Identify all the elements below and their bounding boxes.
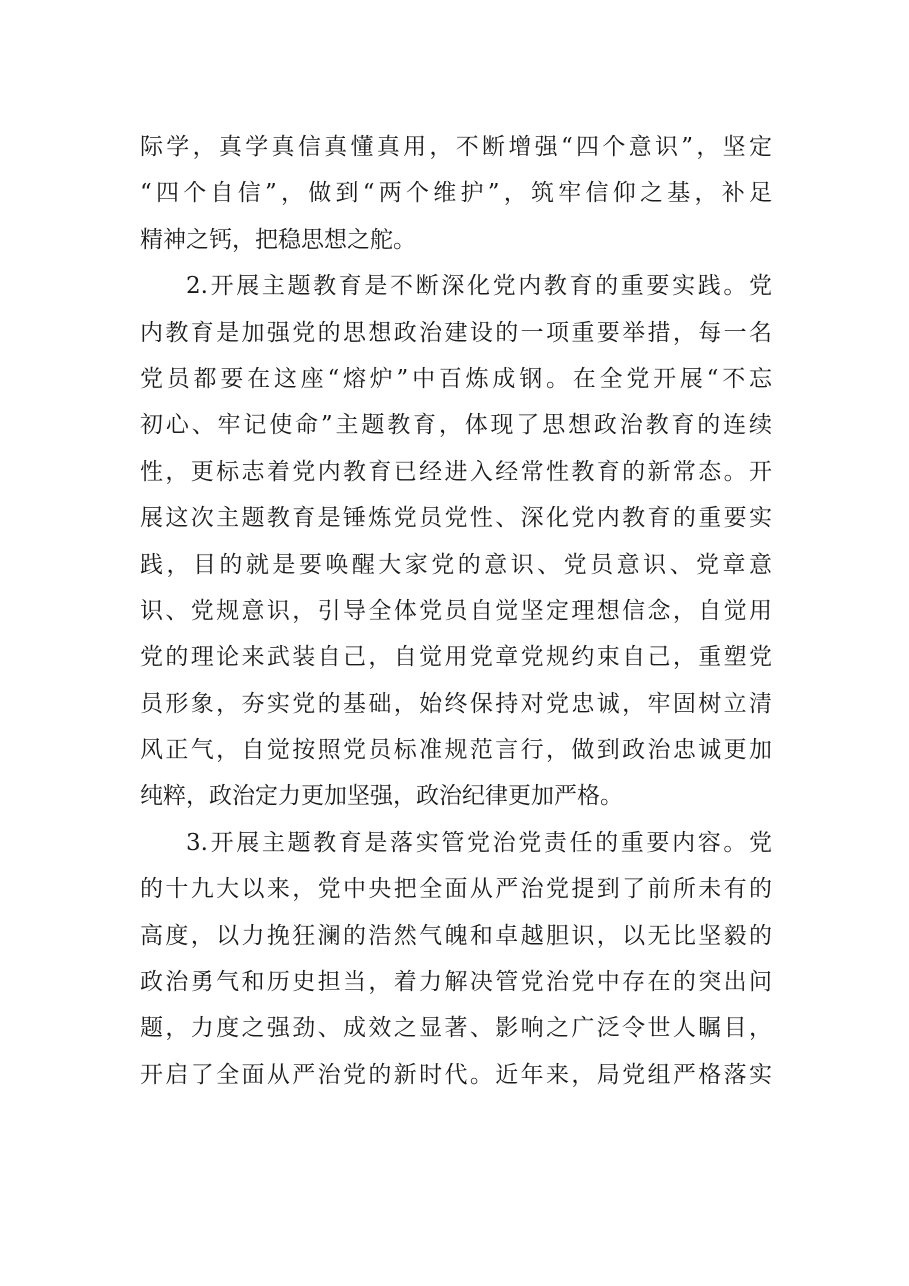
text-line: 政治勇气和历史担当，着力解决管党治党中存在的突出问 <box>140 969 772 996</box>
text-line: 纯粹，政治定力更加坚强，政治纪律更加严格。 <box>140 783 623 810</box>
paragraph-2-first-line: 2.开展主题教育是不断深化党内教育的重要实践。党 <box>186 273 772 300</box>
text-line: 员形象，夯实党的基础，始终保持对党忠诚，牢固树立清 <box>140 690 772 717</box>
text-line: 风正气，自觉按照党员标准规范言行，做到政治忠诚更加 <box>140 737 772 764</box>
text-line: 展这次主题教育是锤炼党员党性、深化党内教育的重要实 <box>140 505 772 532</box>
text-line: 际学，真学真信真懂真用，不断增强“四个意识”，坚定 <box>140 134 772 160</box>
text-line: 党的理论来武装自己，自觉用党章党规约束自己，重塑党 <box>140 644 772 671</box>
text-line: 党员都要在这座“熔炉”中百炼成钢。在全党开展“不忘 <box>140 365 772 392</box>
text-line: 初心、牢记使命”主题教育，体现了思想政治教育的连续 <box>140 412 772 439</box>
body-text <box>140 124 772 1098</box>
text-line: 性，更标志着党内教育已经进入经常性教育的新常态。开 <box>140 458 772 485</box>
text-line: 内教育是加强党的思想政治建设的一项重要举措，每一名 <box>140 319 772 346</box>
text-line: 精神之钙，把稳思想之舵。 <box>140 226 416 253</box>
text-line: 开启了全面从严治党的新时代。近年来，局党组严格落实 <box>140 1061 772 1088</box>
text-line: 践，目的就是要唤醒大家党的意识、党员意识、党章意 <box>140 551 772 578</box>
text-line: 的十九大以来，党中央把全面从严治党提到了前所未有的 <box>140 876 772 903</box>
text-line: 识、党规意识，引导全体党员自觉坚定理想信念，自觉用 <box>140 597 772 624</box>
text-line: 题，力度之强劲、成效之显著、影响之广泛令世人瞩目， <box>140 1015 772 1042</box>
paragraph-3-first-line: 3.开展主题教育是落实管党治党责任的重要内容。党 <box>186 829 772 856</box>
text-line: 高度，以力挽狂澜的浩然气魄和卓越胆识，以无比坚毅的 <box>140 922 772 949</box>
text-line: “四个自信”，做到“两个维护”，筑牢信仰之基，补足 <box>140 180 772 207</box>
